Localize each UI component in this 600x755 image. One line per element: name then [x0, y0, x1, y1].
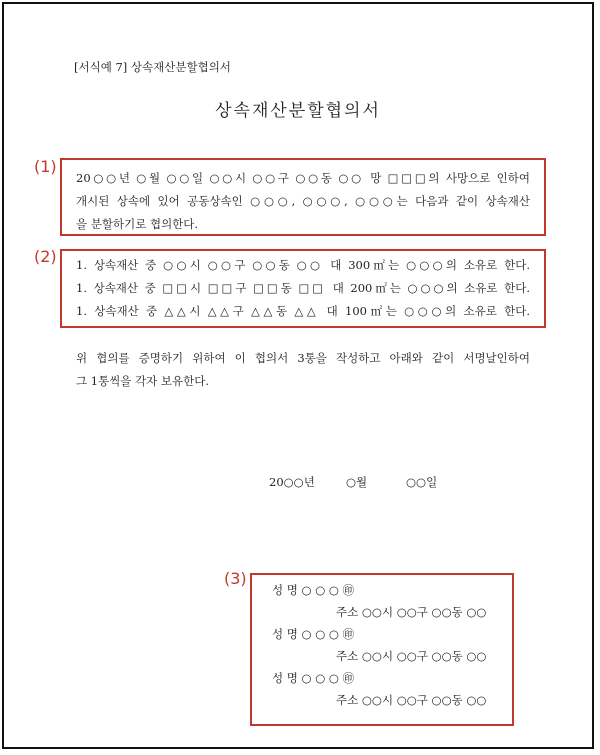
preamble-line: 을 분할하기로 협의한다.	[76, 217, 199, 231]
form-label: [서식예 7] 상속재산분할협의서	[74, 60, 231, 74]
marker-3: (3)	[224, 569, 247, 588]
signature-name-3: 성 명 ○ ○ ○ ㊞	[272, 671, 355, 685]
closing-statement	[76, 347, 530, 393]
preamble-line: 20○○년 ○월 ○○일 ○○시 ○○구 ○○동 ○○ 망 □□□의 사망으로 인하여	[76, 171, 530, 185]
agreement-preamble	[76, 167, 530, 236]
closing-line: 위 협의를 증명하기 위하여 이 협의서 3통을 작성하고 아래와 같이 서명날인하여	[76, 351, 530, 365]
signature-address-3: 주소 ○○시 ○○구 ○○동 ○○	[336, 693, 487, 707]
property-item: 1. 상속재산 중 △△시 △△구 △△동 △△ 대 100㎡는 ○○○의 소유로 한다.	[76, 304, 530, 318]
closing-line: 그 1통씩을 각자 보유한다.	[76, 374, 210, 388]
date-day: ○○일	[406, 475, 438, 489]
date-year: 20○○년	[269, 475, 315, 489]
document-page	[2, 2, 594, 749]
signature-name-2: 성 명 ○ ○ ○ ㊞	[272, 627, 355, 641]
marker-1: (1)	[34, 157, 57, 176]
property-item: 1. 상속재산 중 □□시 □□구 □□동 □□ 대 200㎡는 ○○○의 소유로 한다.	[76, 281, 530, 295]
signature-address-2: 주소 ○○시 ○○구 ○○동 ○○	[336, 649, 487, 663]
date-month: ○월	[346, 475, 368, 489]
property-item-list	[76, 254, 530, 323]
preamble-line: 개시된 상속에 있어 공동상속인 ○○○, ○○○, ○○○는 다음과 같이 상속재산	[76, 194, 530, 208]
document-title: 상속재산분할협의서	[215, 101, 381, 121]
property-item: 1. 상속재산 중 ○○시 ○○구 ○○동 ○○ 대 300㎡는 ○○○의 소유로 한다.	[76, 258, 530, 272]
marker-2: (2)	[34, 247, 57, 266]
signature-name-1: 성 명 ○ ○ ○ ㊞	[272, 583, 355, 597]
signature-address-1: 주소 ○○시 ○○구 ○○동 ○○	[336, 605, 487, 619]
